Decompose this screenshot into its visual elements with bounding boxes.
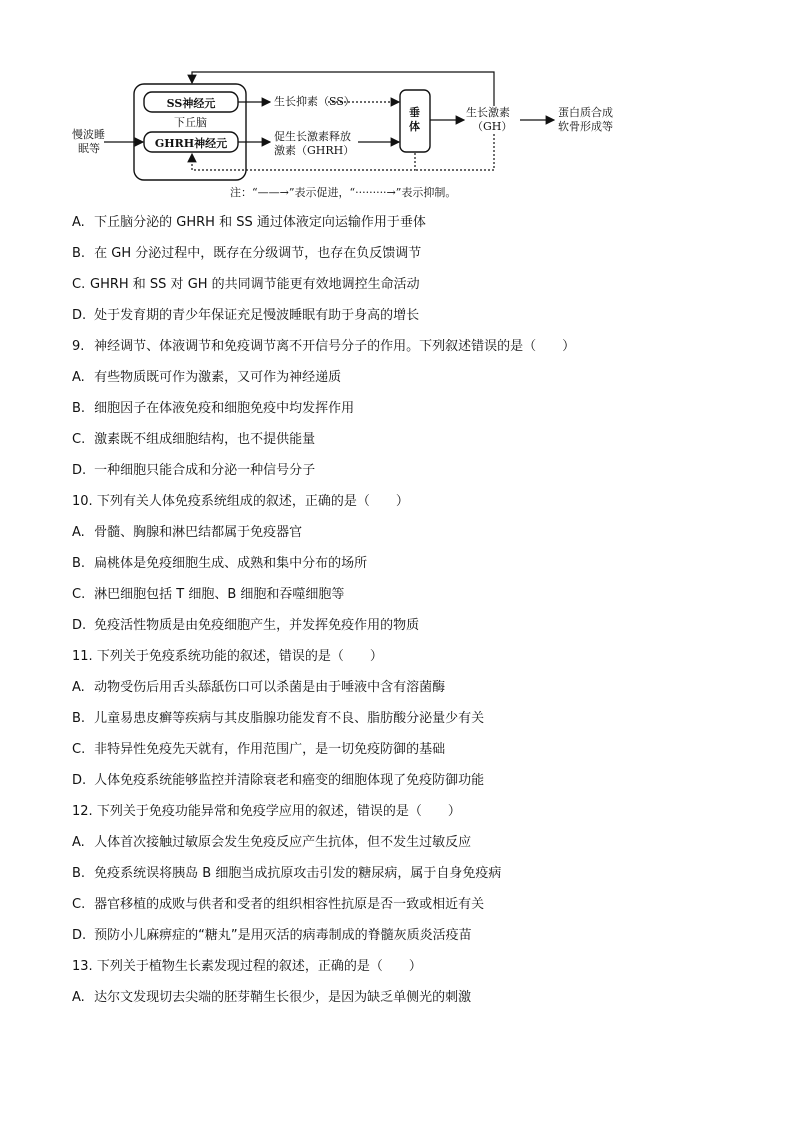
question-13: 13. 下列关于植物生长素发现过程的叙述，正确的是（ ） <box>72 959 422 974</box>
gh-label-line2: （GH） <box>472 120 513 133</box>
option-line: C. 激素既不组成细胞结构，也不提供能量 <box>72 432 316 447</box>
option-line: B. 儿童易患皮癣等疾病与其皮脂腺功能发育不良、脂肪酸分泌量少有关 <box>72 711 485 726</box>
option-line: A. 人体首次接触过敏原会发生免疫反应产生抗体，但不发生过敏反应 <box>72 835 472 850</box>
hormone-regulation-diagram <box>70 62 670 202</box>
input-label-line2: 眠等 <box>78 142 100 155</box>
option-line: B. 在 GH 分泌过程中，既存在分级调节，也存在负反馈调节 <box>72 246 422 261</box>
option-line: B. 细胞因子在体液免疫和细胞免疫中均发挥作用 <box>72 401 355 416</box>
option-line: D. 一种细胞只能合成和分泌一种信号分子 <box>72 463 316 478</box>
option-line: B. 免疫系统误将胰岛 B 细胞当成抗原攻击引发的糖尿病，属于自身免疫病 <box>72 866 502 881</box>
gh-label-line1: 生长激素 <box>466 106 510 119</box>
option-line: B. 扁桃体是免疫细胞生成、成熟和集中分布的场所 <box>72 556 368 571</box>
option-line: D. 免疫活性物质是由免疫细胞产生，并发挥免疫作用的物质 <box>72 618 420 633</box>
pituitary-label-1: 垂 <box>409 106 420 119</box>
question-11: 11. 下列关于免疫系统功能的叙述，错误的是（ ） <box>72 649 383 664</box>
option-line: C. 淋巴细胞包括 T 细胞、B 细胞和吞噬细胞等 <box>72 587 345 602</box>
effect-line1: 蛋白质合成 <box>558 106 613 119</box>
question-10: 10. 下列有关人体免疫系统组成的叙述，正确的是（ ） <box>72 494 409 509</box>
ghrh-neuron-label: GHRH神经元 <box>154 137 228 150</box>
ghrh-hormone-line1: 促生长激素释放 <box>274 130 351 143</box>
option-line: A. 下丘脑分泌的 GHRH 和 SS 通过体液定向运输作用于垂体 <box>72 215 426 230</box>
option-line: A. 骨髓、胸腺和淋巴结都属于免疫器官 <box>72 525 303 540</box>
option-line: A. 达尔文发现切去尖端的胚芽鞘生长很少，是因为缺乏单侧光的刺激 <box>72 990 472 1005</box>
question-12: 12. 下列关于免疫功能异常和免疫学应用的叙述，错误的是（ ） <box>72 804 461 819</box>
option-line: D. 人体免疫系统能够监控并清除衰老和癌变的细胞体现了免疫防御功能 <box>72 773 485 788</box>
question-9: 9. 神经调节、体液调节和免疫调节离不开信号分子的作用。下列叙述错误的是（ ） <box>72 339 576 354</box>
input-label-line1: 慢波睡 <box>72 128 105 141</box>
diagram-note: 注：“——→”表示促进，“·········→”表示抑制。 <box>230 186 457 199</box>
ghrh-hormone-line2: 激素（GHRH） <box>274 144 355 157</box>
option-line: C. 非特异性免疫先天就有，作用范围广，是一切免疫防御的基础 <box>72 742 446 757</box>
effect-line2: 软骨形成等 <box>558 120 613 133</box>
ss-hormone-label: 生长抑素（SS） <box>274 95 355 108</box>
option-line: C. 器官移植的成败与供者和受者的组织相容性抗原是否一致或相近有关 <box>72 897 485 912</box>
option-line: C. GHRH 和 SS 对 GH 的共同调节能更有效地调控生命活动 <box>72 277 420 292</box>
hypothalamus-label: 下丘脑 <box>174 116 207 129</box>
option-line: D. 处于发育期的青少年保证充足慢波睡眠有助于身高的增长 <box>72 308 420 323</box>
question-text <box>72 212 732 1018</box>
pituitary-label-2: 体 <box>409 120 420 133</box>
option-line: A. 动物受伤后用舌头舔舐伤口可以杀菌是由于唾液中含有溶菌酶 <box>72 680 446 695</box>
option-line: A. 有些物质既可作为激素，又可作为神经递质 <box>72 370 342 385</box>
option-line: D. 预防小儿麻痹症的“糖丸”是用灭活的病毒制成的脊髓灰质炎活疫苗 <box>72 928 472 943</box>
ss-neuron-label: SS神经元 <box>166 97 216 110</box>
